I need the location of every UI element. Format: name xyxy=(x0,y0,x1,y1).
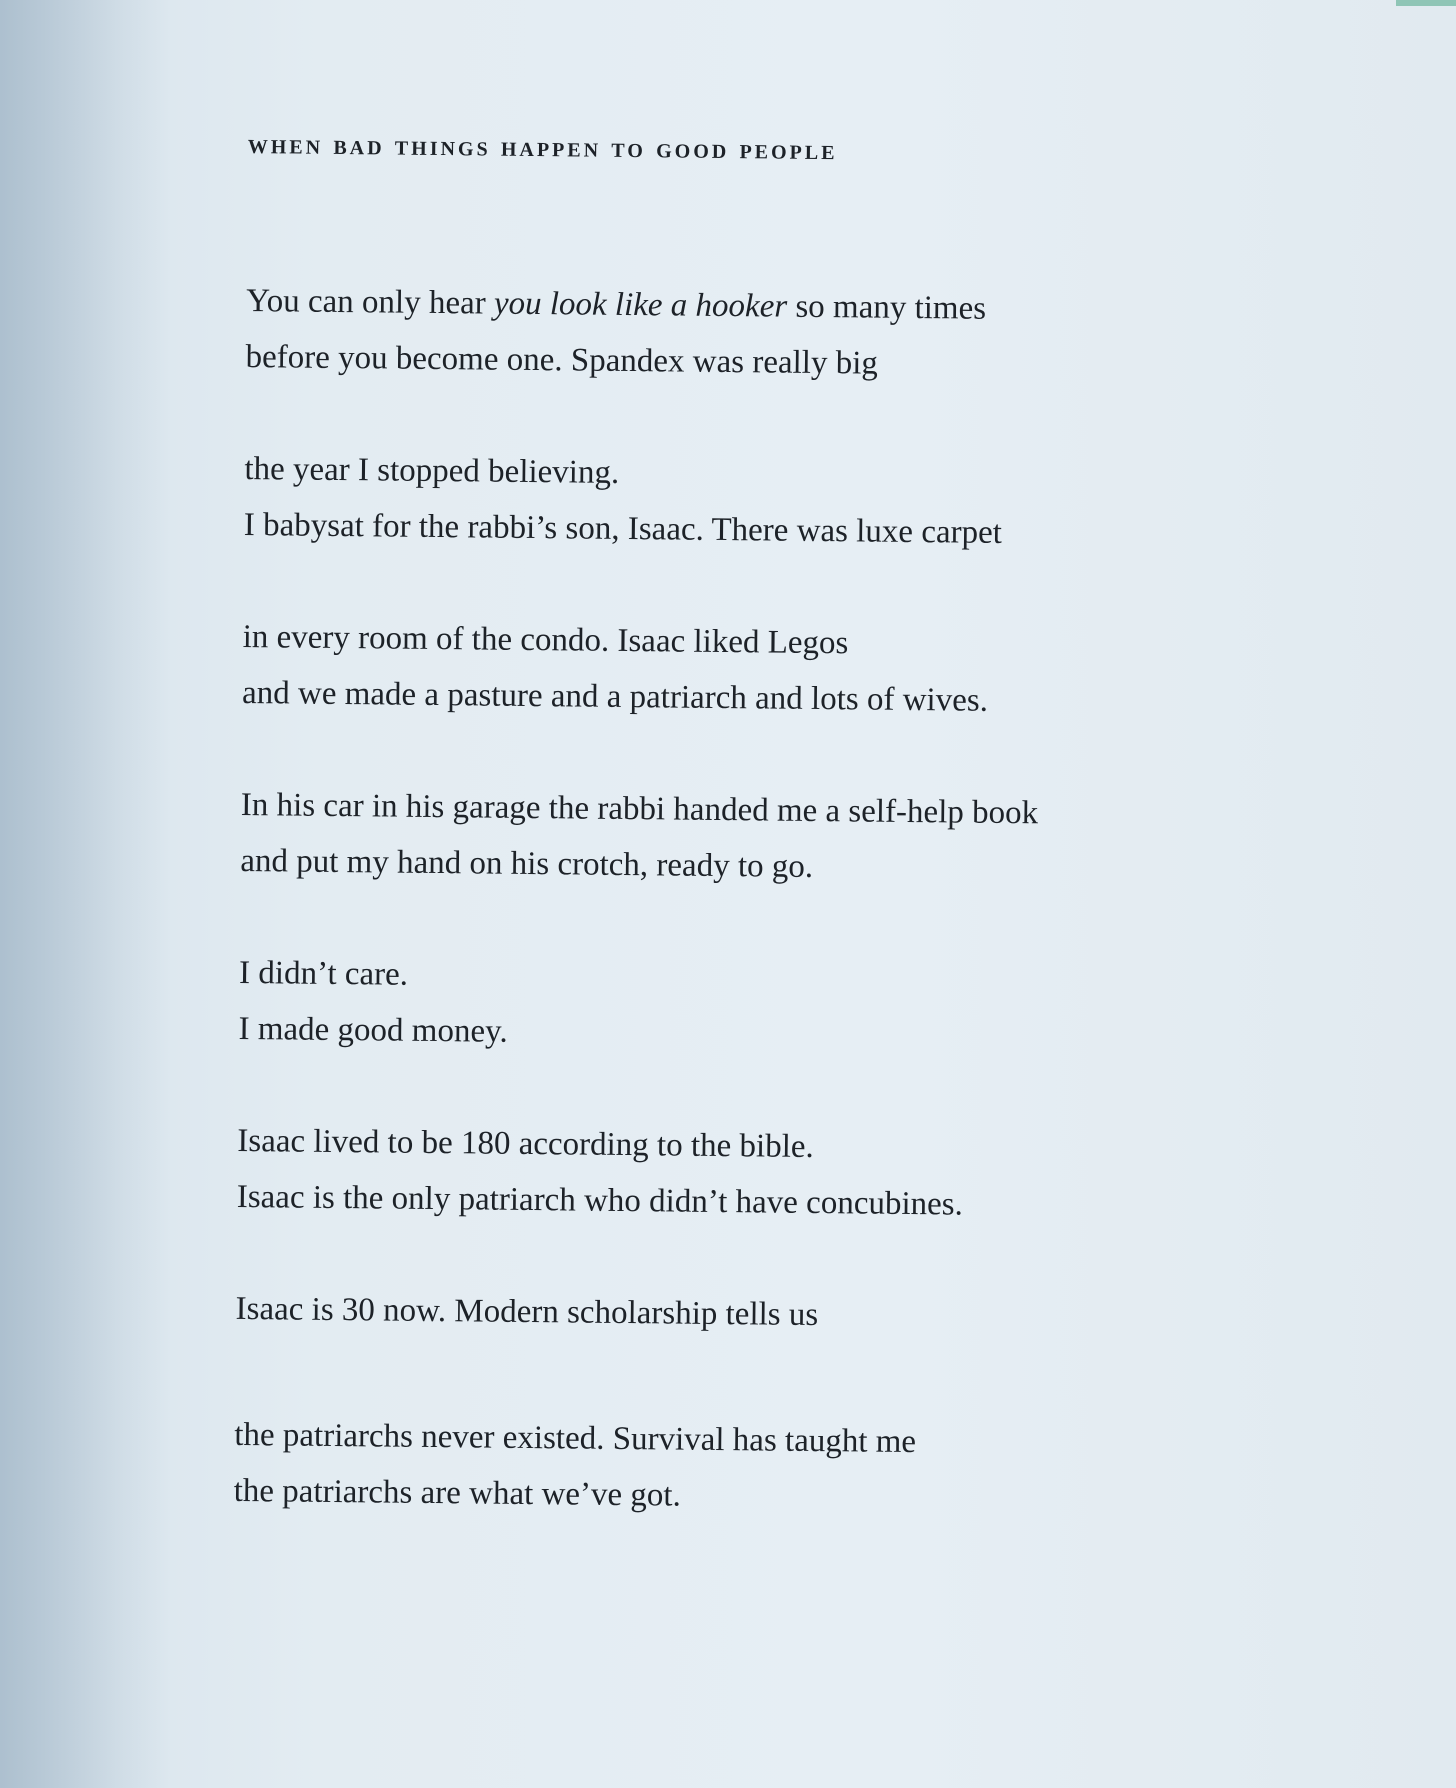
poem-title: when bad things happen to good people xyxy=(247,128,838,167)
stanza xyxy=(238,945,1239,1067)
poem-line: and put my hand on his crotch, ready to go. xyxy=(240,842,814,885)
stanza xyxy=(237,1113,1238,1235)
poem-line: the patriarchs never existed. Survival has taught me xyxy=(234,1416,917,1461)
poem-line: Isaac is the only patriarch who didn’t have concubines. xyxy=(236,1178,964,1223)
poem-line: I made good money. xyxy=(238,1010,508,1050)
stanza xyxy=(233,1407,1234,1529)
poem-line: the year I stopped believing. xyxy=(244,450,620,491)
poem-line: Isaac is 30 now. Modern scholarship tells us xyxy=(235,1290,819,1334)
poem-line: You can only hear you look like a hooker so many times xyxy=(245,282,987,327)
poem-line: and we made a pasture and a patriarch and lots of wives. xyxy=(241,674,989,719)
stanza xyxy=(244,441,1245,563)
poem-line: I babysat for the rabbi’s son, Isaac. There was luxe carpet xyxy=(243,506,1003,551)
poem-line: I didn’t care. xyxy=(238,954,409,993)
poem-line: before you become one. Spandex was really big xyxy=(245,338,879,382)
page-gutter-shadow xyxy=(0,0,170,1788)
stanza xyxy=(242,609,1243,731)
stanza xyxy=(240,777,1241,899)
stanza xyxy=(235,1281,1236,1347)
poem-line: Isaac lived to be 180 according to the bible. xyxy=(237,1122,814,1165)
poem xyxy=(233,128,1248,1585)
cover-edge xyxy=(1396,0,1456,6)
stanza xyxy=(245,273,1246,395)
poem-line: In his car in his garage the rabbi handed me a self-help book xyxy=(240,786,1039,832)
poem-line: the patriarchs are what we’ve got. xyxy=(233,1472,682,1514)
poem-line: in every room of the condo. Isaac liked Legos xyxy=(242,618,849,662)
